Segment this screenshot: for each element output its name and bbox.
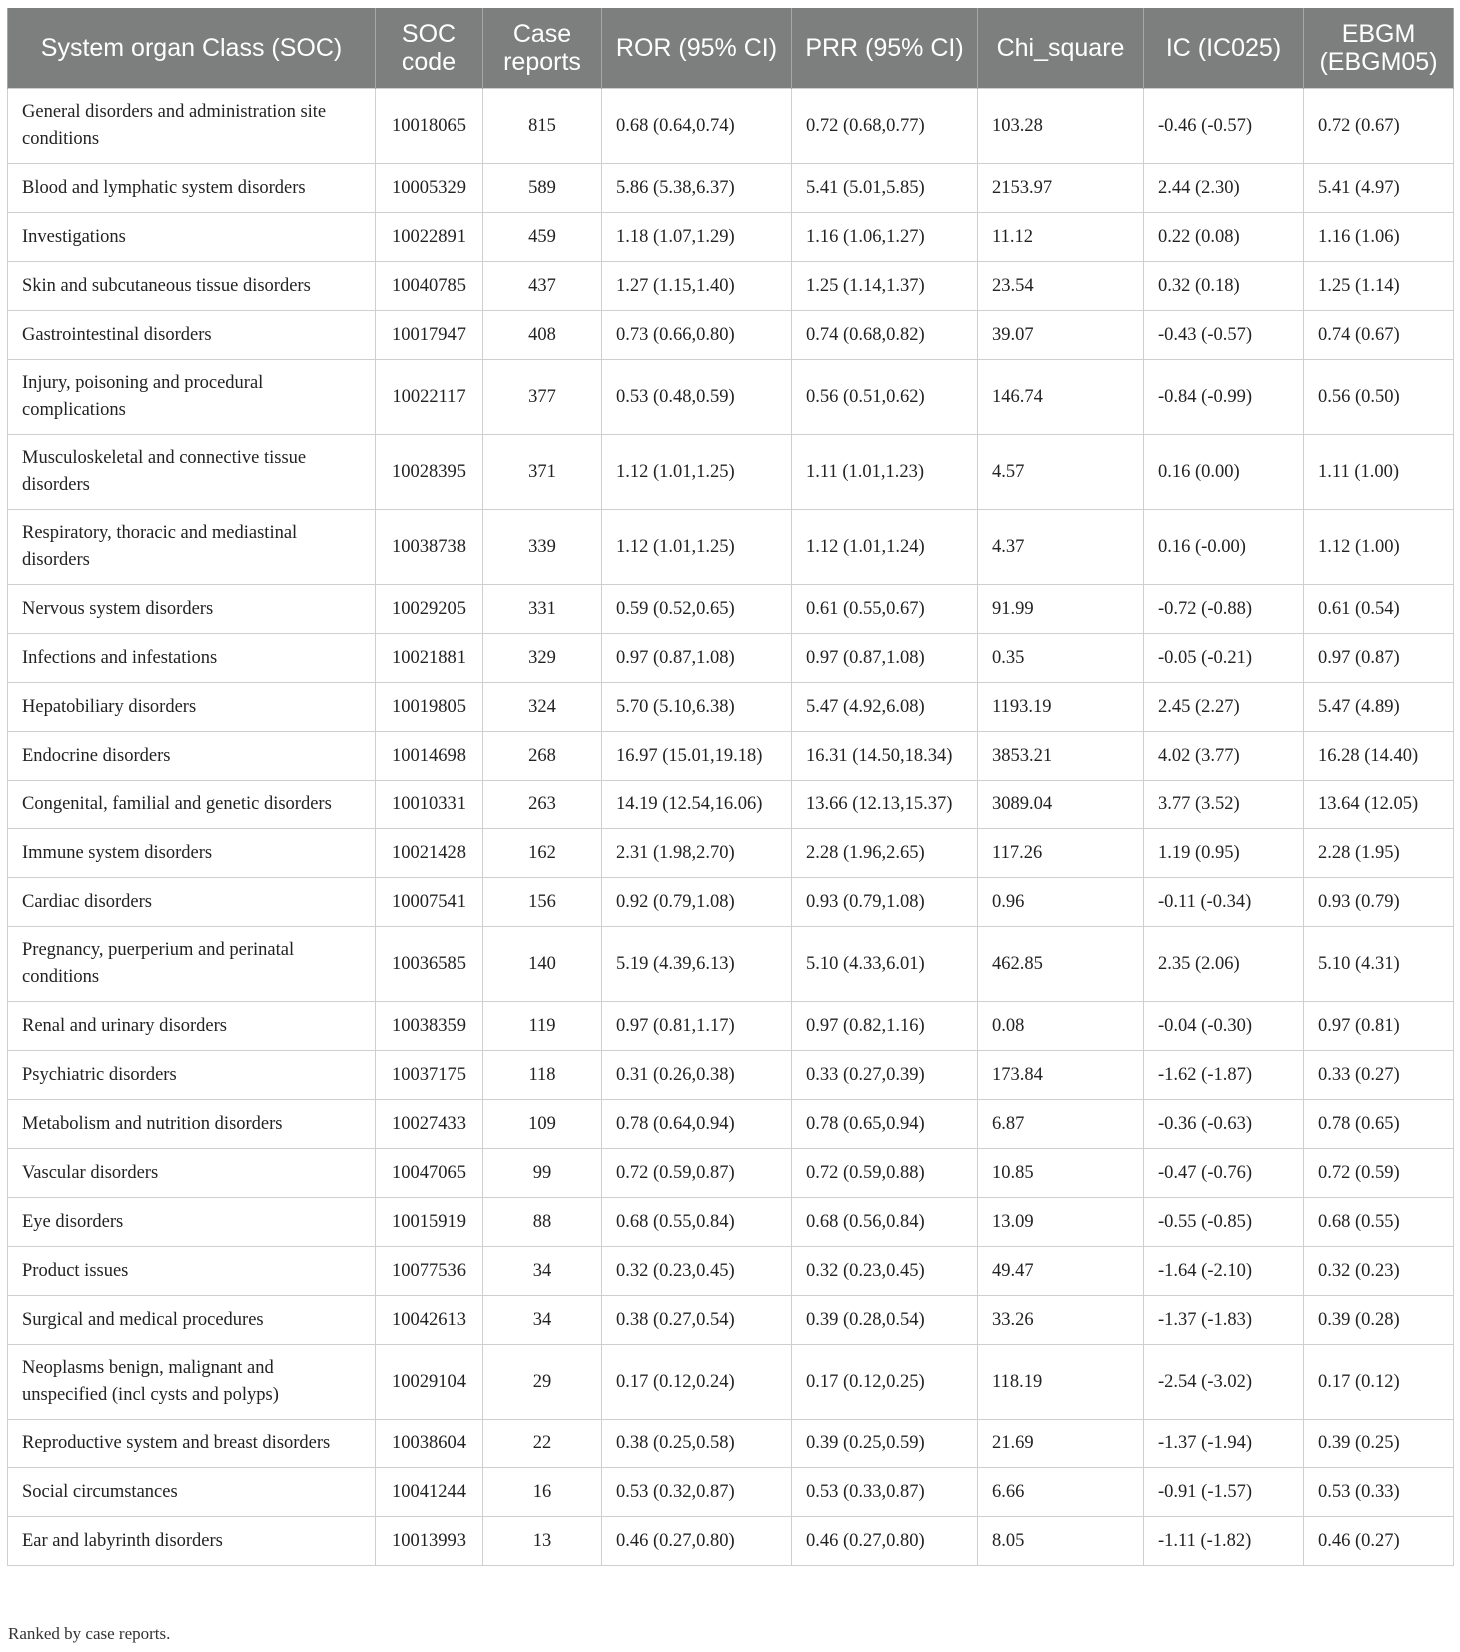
cell-soc-code: 10038359 <box>376 1002 483 1051</box>
cell-chi-square: 146.74 <box>978 360 1144 435</box>
soc-signal-table <box>7 8 1454 1566</box>
cell-case-reports: 156 <box>483 878 602 927</box>
cell-ebgm: 0.46 (0.27) <box>1304 1517 1454 1566</box>
cell-ror: 0.53 (0.32,0.87) <box>602 1468 792 1517</box>
cell-soc: Investigations <box>8 213 376 262</box>
cell-ic: -0.91 (-1.57) <box>1144 1468 1304 1517</box>
cell-soc-code: 10036585 <box>376 927 483 1002</box>
cell-ror: 1.12 (1.01,1.25) <box>602 510 792 585</box>
column-header-ic: IC (IC025) <box>1144 8 1304 89</box>
cell-prr: 0.61 (0.55,0.67) <box>792 585 978 634</box>
cell-ror: 0.92 (0.79,1.08) <box>602 878 792 927</box>
cell-prr: 16.31 (14.50,18.34) <box>792 732 978 781</box>
cell-soc-code: 10042613 <box>376 1296 483 1345</box>
cell-chi-square: 23.54 <box>978 262 1144 311</box>
cell-prr: 0.72 (0.68,0.77) <box>792 89 978 164</box>
column-header-soc-code: SOC code <box>376 8 483 89</box>
cell-ic: -0.36 (-0.63) <box>1144 1100 1304 1149</box>
cell-ic: 2.45 (2.27) <box>1144 683 1304 732</box>
table-row <box>8 1345 1454 1420</box>
cell-prr: 1.25 (1.14,1.37) <box>792 262 978 311</box>
cell-soc: Nervous system disorders <box>8 585 376 634</box>
cell-ror: 0.46 (0.27,0.80) <box>602 1517 792 1566</box>
cell-ror: 0.72 (0.59,0.87) <box>602 1149 792 1198</box>
cell-prr: 0.68 (0.56,0.84) <box>792 1198 978 1247</box>
cell-ebgm: 0.97 (0.87) <box>1304 634 1454 683</box>
cell-chi-square: 11.12 <box>978 213 1144 262</box>
cell-ebgm: 0.93 (0.79) <box>1304 878 1454 927</box>
cell-ebgm: 1.12 (1.00) <box>1304 510 1454 585</box>
cell-ebgm: 0.39 (0.25) <box>1304 1420 1454 1468</box>
cell-ic: -1.37 (-1.94) <box>1144 1420 1304 1468</box>
cell-case-reports: 88 <box>483 1198 602 1247</box>
cell-ror: 5.70 (5.10,6.38) <box>602 683 792 732</box>
cell-soc-code: 10010331 <box>376 781 483 829</box>
cell-soc-code: 10021881 <box>376 634 483 683</box>
header-row <box>8 8 1454 89</box>
cell-ic: -0.55 (-0.85) <box>1144 1198 1304 1247</box>
cell-soc: Vascular disorders <box>8 1149 376 1198</box>
cell-soc: General disorders and administration site conditions <box>8 89 376 164</box>
cell-chi-square: 33.26 <box>978 1296 1144 1345</box>
cell-soc: Musculoskeletal and connective tissue disorders <box>8 435 376 510</box>
cell-ebgm: 0.17 (0.12) <box>1304 1345 1454 1420</box>
cell-ebgm: 0.97 (0.81) <box>1304 1002 1454 1051</box>
column-header-soc: System organ Class (SOC) <box>8 8 376 89</box>
cell-prr: 0.33 (0.27,0.39) <box>792 1051 978 1100</box>
cell-soc: Injury, poisoning and procedural complications <box>8 360 376 435</box>
cell-ic: -2.54 (-3.02) <box>1144 1345 1304 1420</box>
table-row <box>8 732 1454 781</box>
cell-case-reports: 324 <box>483 683 602 732</box>
cell-prr: 0.32 (0.23,0.45) <box>792 1247 978 1296</box>
cell-chi-square: 118.19 <box>978 1345 1144 1420</box>
cell-prr: 0.39 (0.25,0.59) <box>792 1420 978 1468</box>
table-row <box>8 1420 1454 1468</box>
cell-ror: 1.18 (1.07,1.29) <box>602 213 792 262</box>
cell-case-reports: 589 <box>483 164 602 213</box>
table-row <box>8 1468 1454 1517</box>
cell-ebgm: 2.28 (1.95) <box>1304 829 1454 878</box>
cell-prr: 0.97 (0.87,1.08) <box>792 634 978 683</box>
table-row <box>8 878 1454 927</box>
cell-soc-code: 10014698 <box>376 732 483 781</box>
cell-ror: 0.59 (0.52,0.65) <box>602 585 792 634</box>
cell-prr: 0.78 (0.65,0.94) <box>792 1100 978 1149</box>
cell-soc-code: 10015919 <box>376 1198 483 1247</box>
cell-soc: Cardiac disorders <box>8 878 376 927</box>
cell-ebgm: 0.33 (0.27) <box>1304 1051 1454 1100</box>
cell-ic: 0.22 (0.08) <box>1144 213 1304 262</box>
table-row <box>8 1149 1454 1198</box>
cell-case-reports: 140 <box>483 927 602 1002</box>
table-row <box>8 213 1454 262</box>
cell-ebgm: 16.28 (14.40) <box>1304 732 1454 781</box>
cell-chi-square: 103.28 <box>978 89 1144 164</box>
cell-soc: Pregnancy, puerperium and perinatal conditions <box>8 927 376 1002</box>
cell-ic: -1.11 (-1.82) <box>1144 1517 1304 1566</box>
cell-ic: 0.32 (0.18) <box>1144 262 1304 311</box>
cell-chi-square: 0.08 <box>978 1002 1144 1051</box>
cell-prr: 0.97 (0.82,1.16) <box>792 1002 978 1051</box>
table-row <box>8 927 1454 1002</box>
cell-ror: 0.68 (0.64,0.74) <box>602 89 792 164</box>
cell-soc: Ear and labyrinth disorders <box>8 1517 376 1566</box>
cell-chi-square: 6.87 <box>978 1100 1144 1149</box>
table-row <box>8 311 1454 360</box>
cell-ic: -0.05 (-0.21) <box>1144 634 1304 683</box>
cell-ic: -0.46 (-0.57) <box>1144 89 1304 164</box>
cell-ic: -1.37 (-1.83) <box>1144 1296 1304 1345</box>
cell-chi-square: 13.09 <box>978 1198 1144 1247</box>
cell-soc: Eye disorders <box>8 1198 376 1247</box>
cell-soc-code: 10029205 <box>376 585 483 634</box>
table-row <box>8 435 1454 510</box>
cell-prr: 0.72 (0.59,0.88) <box>792 1149 978 1198</box>
cell-ror: 0.53 (0.48,0.59) <box>602 360 792 435</box>
cell-soc: Product issues <box>8 1247 376 1296</box>
cell-prr: 1.12 (1.01,1.24) <box>792 510 978 585</box>
cell-ic: 0.16 (0.00) <box>1144 435 1304 510</box>
cell-case-reports: 437 <box>483 262 602 311</box>
cell-ic: 2.44 (2.30) <box>1144 164 1304 213</box>
cell-soc-code: 10007541 <box>376 878 483 927</box>
cell-ror: 0.97 (0.81,1.17) <box>602 1002 792 1051</box>
cell-soc-code: 10038738 <box>376 510 483 585</box>
cell-prr: 5.10 (4.33,6.01) <box>792 927 978 1002</box>
table-row <box>8 634 1454 683</box>
table-row <box>8 1002 1454 1051</box>
table-row <box>8 262 1454 311</box>
cell-ic: 4.02 (3.77) <box>1144 732 1304 781</box>
cell-ebgm: 0.53 (0.33) <box>1304 1468 1454 1517</box>
cell-ic: -0.72 (-0.88) <box>1144 585 1304 634</box>
table-row <box>8 829 1454 878</box>
cell-ic: -0.43 (-0.57) <box>1144 311 1304 360</box>
cell-ebgm: 0.78 (0.65) <box>1304 1100 1454 1149</box>
table-row <box>8 1198 1454 1247</box>
cell-soc: Reproductive system and breast disorders <box>8 1420 376 1468</box>
cell-ror: 5.86 (5.38,6.37) <box>602 164 792 213</box>
cell-chi-square: 0.35 <box>978 634 1144 683</box>
cell-ebgm: 13.64 (12.05) <box>1304 781 1454 829</box>
cell-ebgm: 1.16 (1.06) <box>1304 213 1454 262</box>
cell-ror: 16.97 (15.01,19.18) <box>602 732 792 781</box>
cell-soc-code: 10021428 <box>376 829 483 878</box>
cell-ebgm: 5.47 (4.89) <box>1304 683 1454 732</box>
cell-ror: 14.19 (12.54,16.06) <box>602 781 792 829</box>
cell-chi-square: 49.47 <box>978 1247 1144 1296</box>
cell-soc-code: 10041244 <box>376 1468 483 1517</box>
cell-chi-square: 117.26 <box>978 829 1144 878</box>
cell-prr: 5.47 (4.92,6.08) <box>792 683 978 732</box>
cell-soc: Hepatobiliary disorders <box>8 683 376 732</box>
table-row <box>8 164 1454 213</box>
cell-chi-square: 3853.21 <box>978 732 1144 781</box>
column-header-ror: ROR (95% CI) <box>602 8 792 89</box>
column-header-chi-square: Chi_square <box>978 8 1144 89</box>
cell-case-reports: 34 <box>483 1296 602 1345</box>
cell-soc: Infections and infestations <box>8 634 376 683</box>
cell-case-reports: 408 <box>483 311 602 360</box>
cell-soc-code: 10019805 <box>376 683 483 732</box>
cell-case-reports: 459 <box>483 213 602 262</box>
cell-case-reports: 34 <box>483 1247 602 1296</box>
table-row <box>8 1247 1454 1296</box>
cell-chi-square: 462.85 <box>978 927 1144 1002</box>
table-row <box>8 360 1454 435</box>
cell-case-reports: 331 <box>483 585 602 634</box>
cell-prr: 1.11 (1.01,1.23) <box>792 435 978 510</box>
cell-ror: 1.12 (1.01,1.25) <box>602 435 792 510</box>
cell-chi-square: 91.99 <box>978 585 1144 634</box>
table-footnote: Ranked by case reports. <box>8 1624 171 1643</box>
cell-chi-square: 173.84 <box>978 1051 1144 1100</box>
cell-prr: 0.53 (0.33,0.87) <box>792 1468 978 1517</box>
table-row <box>8 1296 1454 1345</box>
cell-soc: Immune system disorders <box>8 829 376 878</box>
cell-prr: 0.17 (0.12,0.25) <box>792 1345 978 1420</box>
cell-prr: 0.56 (0.51,0.62) <box>792 360 978 435</box>
cell-ror: 0.17 (0.12,0.24) <box>602 1345 792 1420</box>
cell-chi-square: 2153.97 <box>978 164 1144 213</box>
cell-ic: 0.16 (-0.00) <box>1144 510 1304 585</box>
cell-case-reports: 16 <box>483 1468 602 1517</box>
table-row <box>8 1051 1454 1100</box>
cell-case-reports: 263 <box>483 781 602 829</box>
table-row <box>8 510 1454 585</box>
cell-soc: Surgical and medical procedures <box>8 1296 376 1345</box>
column-header-case-reports: Case reports <box>483 8 602 89</box>
cell-ebgm: 0.74 (0.67) <box>1304 311 1454 360</box>
cell-soc: Respiratory, thoracic and mediastinal disorders <box>8 510 376 585</box>
cell-ic: -0.47 (-0.76) <box>1144 1149 1304 1198</box>
column-header-ebgm: EBGM (EBGM05) <box>1304 8 1454 89</box>
cell-soc-code: 10028395 <box>376 435 483 510</box>
cell-ror: 0.38 (0.27,0.54) <box>602 1296 792 1345</box>
cell-soc: Renal and urinary disorders <box>8 1002 376 1051</box>
cell-ic: -0.11 (-0.34) <box>1144 878 1304 927</box>
cell-ic: 3.77 (3.52) <box>1144 781 1304 829</box>
cell-soc-code: 10022117 <box>376 360 483 435</box>
cell-soc: Social circumstances <box>8 1468 376 1517</box>
cell-prr: 1.16 (1.06,1.27) <box>792 213 978 262</box>
cell-ror: 0.32 (0.23,0.45) <box>602 1247 792 1296</box>
cell-soc-code: 10005329 <box>376 164 483 213</box>
table-row <box>8 683 1454 732</box>
cell-ror: 0.68 (0.55,0.84) <box>602 1198 792 1247</box>
cell-soc: Neoplasms benign, malignant and unspecified (incl cysts and polyps) <box>8 1345 376 1420</box>
cell-ebgm: 5.41 (4.97) <box>1304 164 1454 213</box>
cell-chi-square: 1193.19 <box>978 683 1144 732</box>
table-row <box>8 1517 1454 1566</box>
cell-ic: -1.64 (-2.10) <box>1144 1247 1304 1296</box>
cell-ic: -0.84 (-0.99) <box>1144 360 1304 435</box>
cell-soc: Endocrine disorders <box>8 732 376 781</box>
cell-case-reports: 329 <box>483 634 602 683</box>
cell-case-reports: 371 <box>483 435 602 510</box>
cell-ebgm: 0.68 (0.55) <box>1304 1198 1454 1247</box>
cell-ebgm: 0.61 (0.54) <box>1304 585 1454 634</box>
cell-prr: 5.41 (5.01,5.85) <box>792 164 978 213</box>
cell-soc-code: 10027433 <box>376 1100 483 1149</box>
cell-case-reports: 118 <box>483 1051 602 1100</box>
cell-prr: 0.39 (0.28,0.54) <box>792 1296 978 1345</box>
cell-case-reports: 29 <box>483 1345 602 1420</box>
cell-ic: 1.19 (0.95) <box>1144 829 1304 878</box>
cell-ror: 0.38 (0.25,0.58) <box>602 1420 792 1468</box>
cell-ebgm: 5.10 (4.31) <box>1304 927 1454 1002</box>
cell-prr: 0.93 (0.79,1.08) <box>792 878 978 927</box>
cell-soc: Blood and lymphatic system disorders <box>8 164 376 213</box>
cell-ic: 2.35 (2.06) <box>1144 927 1304 1002</box>
cell-prr: 0.46 (0.27,0.80) <box>792 1517 978 1566</box>
cell-soc: Gastrointestinal disorders <box>8 311 376 360</box>
cell-ebgm: 0.39 (0.28) <box>1304 1296 1454 1345</box>
cell-soc-code: 10029104 <box>376 1345 483 1420</box>
cell-ic: -0.04 (-0.30) <box>1144 1002 1304 1051</box>
cell-case-reports: 377 <box>483 360 602 435</box>
cell-soc-code: 10038604 <box>376 1420 483 1468</box>
cell-chi-square: 4.57 <box>978 435 1144 510</box>
cell-soc: Psychiatric disorders <box>8 1051 376 1100</box>
cell-case-reports: 268 <box>483 732 602 781</box>
cell-ror: 0.31 (0.26,0.38) <box>602 1051 792 1100</box>
table-row <box>8 89 1454 164</box>
cell-soc-code: 10047065 <box>376 1149 483 1198</box>
cell-case-reports: 99 <box>483 1149 602 1198</box>
cell-prr: 0.74 (0.68,0.82) <box>792 311 978 360</box>
cell-soc: Skin and subcutaneous tissue disorders <box>8 262 376 311</box>
cell-ic: -1.62 (-1.87) <box>1144 1051 1304 1100</box>
cell-chi-square: 8.05 <box>978 1517 1144 1566</box>
cell-case-reports: 109 <box>483 1100 602 1149</box>
cell-ebgm: 1.25 (1.14) <box>1304 262 1454 311</box>
cell-ror: 2.31 (1.98,2.70) <box>602 829 792 878</box>
cell-ebgm: 0.72 (0.67) <box>1304 89 1454 164</box>
cell-ror: 0.78 (0.64,0.94) <box>602 1100 792 1149</box>
cell-case-reports: 162 <box>483 829 602 878</box>
cell-soc-code: 10022891 <box>376 213 483 262</box>
cell-soc-code: 10077536 <box>376 1247 483 1296</box>
cell-ror: 5.19 (4.39,6.13) <box>602 927 792 1002</box>
cell-prr: 2.28 (1.96,2.65) <box>792 829 978 878</box>
cell-chi-square: 4.37 <box>978 510 1144 585</box>
cell-ebgm: 1.11 (1.00) <box>1304 435 1454 510</box>
cell-ror: 1.27 (1.15,1.40) <box>602 262 792 311</box>
table-row <box>8 781 1454 829</box>
cell-soc: Metabolism and nutrition disorders <box>8 1100 376 1149</box>
cell-chi-square: 21.69 <box>978 1420 1144 1468</box>
cell-case-reports: 339 <box>483 510 602 585</box>
cell-soc: Congenital, familial and genetic disorders <box>8 781 376 829</box>
cell-ror: 0.97 (0.87,1.08) <box>602 634 792 683</box>
table-body <box>8 89 1454 1566</box>
cell-ebgm: 0.32 (0.23) <box>1304 1247 1454 1296</box>
cell-case-reports: 815 <box>483 89 602 164</box>
cell-chi-square: 0.96 <box>978 878 1144 927</box>
cell-ebgm: 0.72 (0.59) <box>1304 1149 1454 1198</box>
cell-soc-code: 10018065 <box>376 89 483 164</box>
cell-chi-square: 10.85 <box>978 1149 1144 1198</box>
cell-prr: 13.66 (12.13,15.37) <box>792 781 978 829</box>
cell-soc-code: 10017947 <box>376 311 483 360</box>
cell-chi-square: 6.66 <box>978 1468 1144 1517</box>
cell-ebgm: 0.56 (0.50) <box>1304 360 1454 435</box>
cell-chi-square: 3089.04 <box>978 781 1144 829</box>
cell-soc-code: 10037175 <box>376 1051 483 1100</box>
table-row <box>8 585 1454 634</box>
cell-ror: 0.73 (0.66,0.80) <box>602 311 792 360</box>
cell-case-reports: 119 <box>483 1002 602 1051</box>
column-header-prr: PRR (95% CI) <box>792 8 978 89</box>
cell-case-reports: 13 <box>483 1517 602 1566</box>
cell-chi-square: 39.07 <box>978 311 1144 360</box>
cell-soc-code: 10040785 <box>376 262 483 311</box>
cell-soc-code: 10013993 <box>376 1517 483 1566</box>
cell-case-reports: 22 <box>483 1420 602 1468</box>
table-row <box>8 1100 1454 1149</box>
